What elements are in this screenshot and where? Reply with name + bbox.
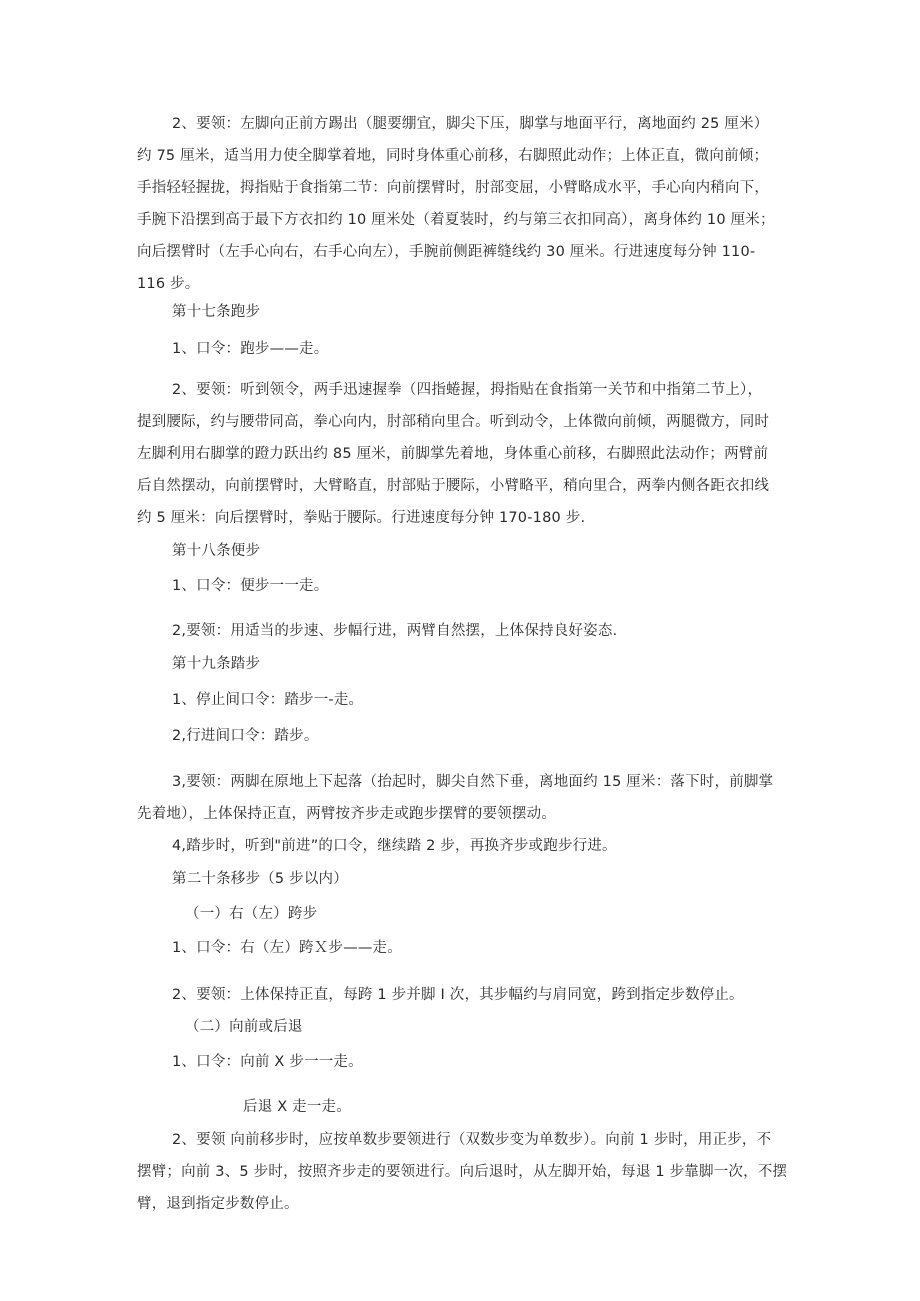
subheading-side-step	[185, 898, 317, 930]
text-line: 1、口令：右（左）跨Ｘ步——走。	[172, 940, 402, 956]
text-line: 1、口令：跑步——走。	[172, 341, 329, 357]
heading-text: 第二十条移步（5 步以内）	[172, 871, 348, 887]
text-line: 2、要领：上体保持正直，每跨 1 步并脚 I 次，其步幅约与肩同宽，跨到指定步数停止。	[172, 987, 744, 1003]
text-line: 手腕下沿摆到高于最下方衣扣约 10 厘米处（着夏装时，约与第三衣扣同高），离身体约 10 厘米；	[137, 212, 775, 228]
paragraph-mark-time-halt-command	[172, 684, 363, 716]
text-line: 4,踏步时，听到"前进”的口令，继续踏 2 步，再换齐步或跑步行进。	[172, 838, 617, 854]
heading-text: 第十九条踏步	[172, 656, 261, 672]
heading-text: 第十八条便步	[172, 543, 261, 559]
text-line: 1、停止间口令：踏步一-走。	[172, 692, 364, 708]
paragraph-casual-essentials	[172, 615, 617, 647]
subheading-forward-backward	[185, 1011, 303, 1043]
subheading-text: （二）向前或后退	[185, 1019, 303, 1035]
text-line: 摆臂；向前 3、5 步时，按照齐步走的要领进行。向后退时，从左脚开始，每退 1 步靠脚一次，不摆	[137, 1164, 788, 1180]
text-line: 手指轻轻握拢，拇指贴于食指第二节：向前摆臂时，肘部变屈，小臂略成水平，手心向内稍向下，	[137, 180, 770, 196]
paragraph-side-step-essentials	[172, 979, 744, 1011]
paragraph-run-essentials	[137, 374, 807, 534]
text-line: 约 75 厘米，适当用力使全脚掌着地，同时身体重心前移，右脚照此动作；上体正直，微向前倾；	[137, 148, 769, 164]
text-line: 2、要领 向前移步时，应按单数步要领进行（双数步变为单数步）。向前 1 步时，用正步，不	[172, 1132, 772, 1148]
text-line: 2,要领：用适当的步速、步幅行进，两臂自然摆，上体保持良好姿态.	[172, 623, 618, 639]
paragraph-mark-time-march-command	[172, 720, 319, 752]
text-line: 116 步。	[137, 276, 200, 292]
paragraph-forward-command	[172, 1046, 363, 1078]
paragraph-forward-backward-essentials	[137, 1124, 807, 1220]
text-line: 3,要领：两脚在原地上下起落（抬起时，脚尖自然下垂，离地面约 15 厘米：落下时，前脚掌	[172, 774, 774, 790]
section-heading-article-18	[172, 535, 260, 567]
text-line: 后自然摆动，向前摆臂时，大臂略直，肘部贴于腰际，小臂略平，稍向里合，两拳内侧各距衣扣线	[137, 478, 770, 494]
text-line: 提到腰际，约与腰带同高，拳心向内，肘部稍向里合。听到动令，上体微向前倾，两腿微方，同时	[137, 414, 770, 430]
section-heading-article-17	[172, 296, 260, 328]
paragraph-step-essentials	[137, 108, 807, 300]
section-heading-article-20	[172, 863, 348, 895]
paragraph-backward-command	[243, 1091, 351, 1123]
text-line: 后退 X 走一走。	[243, 1099, 351, 1115]
text-line: 向后摆臂时（左手心向右，右手心向左），手腕前侧距裤缝线约 30 厘米。行进速度每分钟 110-	[137, 244, 756, 260]
paragraph-side-step-command	[172, 932, 402, 964]
paragraph-casual-command	[172, 570, 328, 602]
text-line: 1、口令：向前 X 步一一走。	[172, 1054, 363, 1070]
subheading-text: （一）右（左）跨步	[185, 906, 318, 922]
section-heading-article-19	[172, 648, 260, 680]
text-line: 约 5 厘米：向后摆臂时，拳贴于腰际。行进速度每分钟 170-180 步.	[137, 510, 586, 526]
text-line: 2、要领：左脚向正前方踢出（腿要绷宜，脚尖下压，脚掌与地面平行，离地面约 25 厘米）	[172, 116, 769, 132]
text-line: 左脚利用右脚掌的蹬力跃出约 85 厘米，前脚掌先着地，身体重心前移，右脚照此法动作；两臂前	[137, 446, 769, 462]
text-line: 2,行进间口令：踏步。	[172, 728, 319, 744]
text-line: 2、要领：听到领令，两手迅速握拳（四指蜷握，拇指贴在食指第一关节和中指第二节上），	[172, 382, 763, 398]
paragraph-mark-time-forward	[172, 830, 617, 862]
text-line: 先着地），上体保持正直，两臂按齐步走或跑步摆臂的要领摆动。	[137, 806, 557, 822]
paragraph-run-command	[172, 333, 328, 365]
heading-text: 第十七条跑步	[172, 304, 261, 320]
paragraph-mark-time-essentials	[137, 766, 807, 830]
text-line: 1、口令：便步一一走。	[172, 578, 329, 594]
text-line: 臂，退到指定步数停止。	[137, 1196, 299, 1212]
